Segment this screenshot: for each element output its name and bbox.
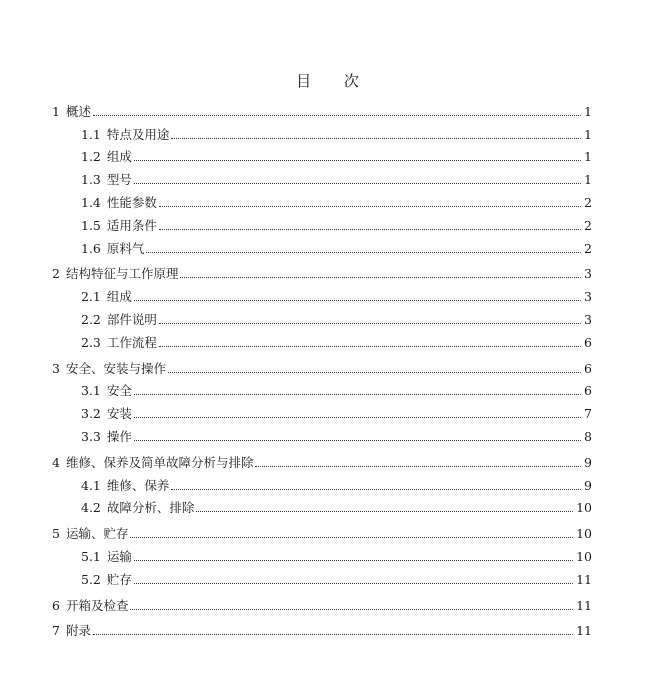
toc-entry-number: 4.1 <box>81 477 101 493</box>
toc-entry-label: 适用条件 <box>106 217 157 233</box>
toc-entry-label: 故障分析、排除 <box>106 500 195 516</box>
toc-entry-label: 开箱及检查 <box>65 597 129 613</box>
toc-entry-page-number: 6 <box>584 334 592 350</box>
toc-entry-page-number: 3 <box>584 289 592 305</box>
toc-entry[interactable] <box>0 376 592 399</box>
toc-entry-label: 贮存 <box>106 571 132 587</box>
toc-entry-page-number: 6 <box>584 383 592 399</box>
toc-entry[interactable] <box>0 493 592 516</box>
toc-entry[interactable] <box>0 142 592 165</box>
toc-dot-leader <box>134 583 573 584</box>
toc-entry[interactable] <box>0 164 592 187</box>
toc-entry[interactable] <box>0 304 592 327</box>
toc-dot-leader <box>159 323 581 324</box>
toc-dot-leader <box>168 372 581 373</box>
toc-entry-page-number: 1 <box>584 103 592 119</box>
toc-entry-number: 1.1 <box>81 126 101 142</box>
toc-entry-page-number: 1 <box>584 149 592 165</box>
toc-entry-number: 3.2 <box>81 406 101 422</box>
toc-entry-label: 安全 <box>106 383 132 399</box>
toc-entry-number: 1.3 <box>81 172 101 188</box>
toc-entry-label: 特点及用途 <box>106 126 170 142</box>
toc-entry-label: 原料气 <box>106 240 145 256</box>
toc-entry[interactable] <box>0 541 592 564</box>
toc-entry-page-number: 2 <box>584 194 592 210</box>
toc-entry[interactable] <box>0 590 592 613</box>
toc-dot-leader <box>171 489 581 490</box>
toc-entry-page-number: 1 <box>584 126 592 142</box>
toc-entry[interactable] <box>0 447 592 470</box>
toc-entry-number: 5.1 <box>81 548 101 564</box>
toc-entry-number: 1.5 <box>81 217 101 233</box>
toc-entry-page-number: 3 <box>584 266 592 282</box>
toc-entry[interactable] <box>0 187 592 210</box>
toc-dot-leader <box>255 466 581 467</box>
toc-entry-number: 1 <box>52 103 60 119</box>
toc-list <box>0 96 655 638</box>
toc-dot-leader <box>134 394 581 395</box>
toc-entry-page-number: 2 <box>584 217 592 233</box>
toc-entry-label: 维修、保养及简单故障分析与排除 <box>65 454 254 470</box>
toc-dot-leader <box>180 277 581 278</box>
toc-entry-page-number: 11 <box>576 597 592 613</box>
toc-dot-leader <box>93 634 573 635</box>
toc-dot-leader <box>134 417 581 418</box>
toc-entry-label: 运输 <box>106 548 132 564</box>
toc-dot-leader <box>159 206 581 207</box>
toc-entry[interactable] <box>0 327 592 350</box>
toc-entry-number: 1.2 <box>81 149 101 165</box>
toc-entry[interactable] <box>0 119 592 142</box>
toc-entry-page-number: 10 <box>576 548 592 564</box>
toc-entry-number: 2 <box>52 266 60 282</box>
toc-entry-page-number: 9 <box>584 477 592 493</box>
toc-entry-number: 6 <box>52 597 60 613</box>
toc-entry-number: 4.2 <box>81 500 101 516</box>
toc-dot-leader <box>171 138 581 139</box>
toc-entry-number: 3.3 <box>81 428 101 444</box>
toc-dot-leader <box>134 300 581 301</box>
toc-entry[interactable] <box>0 96 592 119</box>
toc-entry-page-number: 6 <box>584 360 592 376</box>
toc-dot-leader <box>196 511 573 512</box>
toc-entry-number: 7 <box>52 623 60 639</box>
toc-entry[interactable] <box>0 259 592 282</box>
toc-entry-page-number: 7 <box>584 406 592 422</box>
toc-dot-leader <box>134 160 581 161</box>
toc-entry-page-number: 2 <box>584 240 592 256</box>
toc-entry[interactable] <box>0 421 592 444</box>
toc-entry-label: 部件说明 <box>106 311 157 327</box>
toc-title: 目 次 <box>296 72 373 90</box>
toc-entry[interactable] <box>0 470 592 493</box>
toc-entry-number: 2.1 <box>81 289 101 305</box>
toc-entry-number: 5 <box>52 526 60 542</box>
toc-entry-number: 4 <box>52 454 60 470</box>
toc-entry-label: 工作流程 <box>106 334 157 350</box>
toc-entry-page-number: 11 <box>576 571 592 587</box>
toc-entry-number: 2.2 <box>81 311 101 327</box>
toc-entry-label: 型号 <box>106 172 132 188</box>
toc-dot-leader <box>130 537 573 538</box>
toc-entry-label: 操作 <box>106 428 132 444</box>
toc-dot-leader <box>159 229 581 230</box>
toc-dot-leader <box>159 346 581 347</box>
toc-entry-number: 3.1 <box>81 383 101 399</box>
toc-entry-page-number: 10 <box>576 500 592 516</box>
toc-entry[interactable] <box>0 564 592 587</box>
toc-entry-label: 性能参数 <box>106 194 157 210</box>
toc-entry-label: 安全、安装与操作 <box>65 360 166 376</box>
toc-entry-page-number: 9 <box>584 454 592 470</box>
toc-entry-label: 维修、保养 <box>106 477 170 493</box>
toc-entry[interactable] <box>0 353 592 376</box>
toc-entry[interactable] <box>0 281 592 304</box>
toc-entry[interactable] <box>0 616 592 639</box>
toc-entry[interactable] <box>0 233 592 256</box>
toc-entry-page-number: 10 <box>576 526 592 542</box>
toc-entry-number: 1.4 <box>81 194 101 210</box>
toc-entry-number: 2.3 <box>81 334 101 350</box>
toc-entry[interactable] <box>0 518 592 541</box>
toc-entry-page-number: 3 <box>584 311 592 327</box>
toc-entry-label: 结构特征与工作原理 <box>65 266 179 282</box>
toc-entry-page-number: 1 <box>584 172 592 188</box>
toc-entry-label: 组成 <box>106 149 132 165</box>
toc-entry-label: 安装 <box>106 406 132 422</box>
toc-dot-leader <box>130 609 573 610</box>
toc-entry-label: 运输、贮存 <box>65 526 129 542</box>
toc-dot-leader <box>146 252 581 253</box>
toc-dot-leader <box>134 440 581 441</box>
toc-entry-number: 3 <box>52 360 60 376</box>
toc-entry-label: 附录 <box>65 623 91 639</box>
toc-dot-leader <box>134 560 573 561</box>
toc-entry[interactable] <box>0 210 592 233</box>
toc-entry-page-number: 8 <box>584 428 592 444</box>
toc-dot-leader <box>134 183 581 184</box>
toc-dot-leader <box>93 115 581 116</box>
toc-entry-number: 5.2 <box>81 571 101 587</box>
toc-entry-number: 1.6 <box>81 240 101 256</box>
toc-entry[interactable] <box>0 398 592 421</box>
toc-entry-label: 组成 <box>106 289 132 305</box>
toc-entry-page-number: 11 <box>576 623 592 639</box>
toc-entry-label: 概述 <box>65 103 91 119</box>
